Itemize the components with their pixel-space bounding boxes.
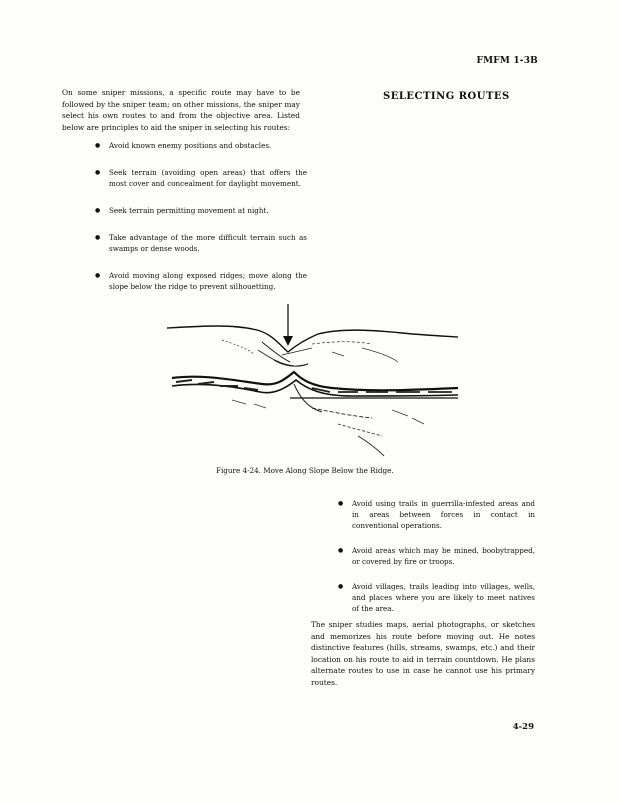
list-item: ● Avoid areas which may be mined, boobytrapped, or covered by fire or troops. xyxy=(338,545,535,567)
principles-list-bottom xyxy=(338,498,535,628)
section-title: SELECTING ROUTES xyxy=(383,91,510,102)
list-item: ● Avoid known enemy positions and obstacles. xyxy=(95,140,307,151)
list-item: ● Avoid moving along exposed ridges; move along the slope below the ridge to prevent silhouetting. xyxy=(95,270,307,292)
ridge-slope-illustration xyxy=(162,300,462,460)
list-item: ● Seek terrain permitting movement at night. xyxy=(95,205,307,216)
list-item: ● Avoid villages, trails leading into villages, wells, and places where you are likely to meet natives of the area. xyxy=(338,581,535,614)
figure-caption: Figure 4-24. Move Along Slope Below the Ridge. xyxy=(216,466,394,475)
list-item: ● Seek terrain (avoiding open areas) that offers the most cover and concealment for daylight movement. xyxy=(95,167,307,189)
ridge-line xyxy=(167,326,458,352)
list-item: ● Take advantage of the more difficult terrain such as swamps or dense woods. xyxy=(95,232,307,254)
closing-paragraph: The sniper studies maps, aerial photographs, or sketches and memorizes his route before moving out. He notes distinctive features (hills, streams, swamps, etc.) and their location on his route to aid in terrain countdown. He plans alternate routes to use in case he cannot use his primary routes. xyxy=(311,620,535,687)
list-item: ● Avoid using trails in guerrilla-infested areas and in areas between forces in contact in conventional operations. xyxy=(338,498,535,531)
document-code: FMFM 1-3B xyxy=(476,56,538,66)
intro-paragraph: On some sniper missions, a specific route may have to be followed by the sniper team; on other missions, the sniper may select his own routes to and from the objective area. Listed below are principles to aid the sniper in selecting his routes: xyxy=(62,88,300,132)
principles-list-top xyxy=(95,140,307,308)
page-number: 4-29 xyxy=(512,722,534,732)
